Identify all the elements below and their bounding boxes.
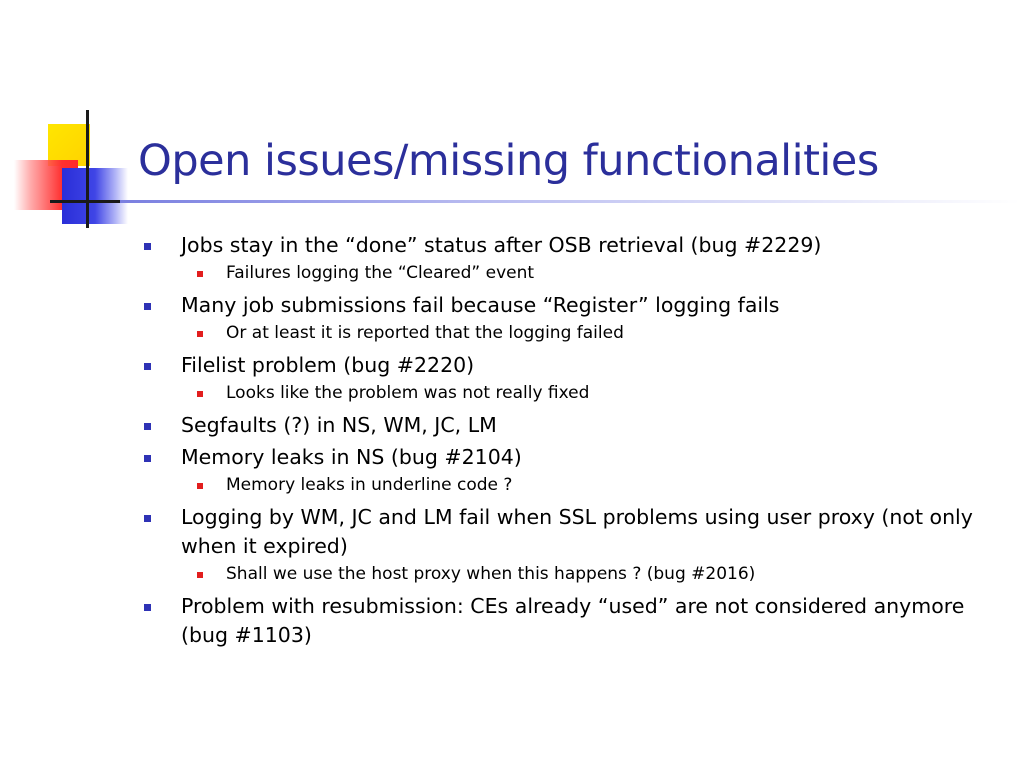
bullet-square-icon — [144, 604, 151, 611]
sub-bullet-item — [142, 473, 992, 497]
sub-bullet-text: Shall we use the host proxy when this happens ? (bug #2016) — [226, 564, 756, 584]
bullet-text: Many job submissions fail because “Register” logging fails — [181, 293, 780, 317]
logo-horizontal-line — [50, 200, 130, 203]
bullet-text: Logging by WM, JC and LM fail when SSL problems using user proxy (not only when it expired) — [181, 505, 973, 558]
bullet-text: Memory leaks in NS (bug #2104) — [181, 445, 522, 469]
bullet-text: Filelist problem (bug #2220) — [181, 353, 475, 377]
sub-bullet-square-icon — [197, 331, 203, 337]
sub-bullet-text: Memory leaks in underline code ? — [226, 475, 513, 495]
bullet-square-icon — [144, 515, 151, 522]
bullet-square-icon — [144, 423, 151, 430]
bullet-square-icon — [144, 303, 151, 310]
logo-vertical-line — [86, 110, 89, 228]
sub-bullet-text: Failures logging the “Cleared” event — [226, 263, 535, 283]
title-underline — [120, 200, 1020, 203]
bullet-item — [142, 351, 992, 380]
sub-bullet-square-icon — [197, 483, 203, 489]
bullet-item — [142, 503, 992, 561]
sub-bullet-square-icon — [197, 271, 203, 277]
bullet-text: Problem with resubmission: CEs already “used” are not considered anymore (bug #1103) — [181, 594, 965, 647]
sub-bullet-item — [142, 261, 992, 285]
bullet-square-icon — [144, 363, 151, 370]
logo-blue-square — [62, 168, 128, 224]
bullet-item — [142, 231, 992, 260]
bullet-item — [142, 291, 992, 320]
bullet-square-icon — [144, 455, 151, 462]
bullet-list — [142, 231, 992, 653]
sub-bullet-item — [142, 381, 992, 405]
bullet-square-icon — [144, 243, 151, 250]
slide-title: Open issues/missing functionalities — [138, 136, 879, 186]
slide-logo-decoration — [0, 0, 140, 230]
sub-bullet-item — [142, 321, 992, 345]
sub-bullet-square-icon — [197, 391, 203, 397]
sub-bullet-text: Or at least it is reported that the logging failed — [226, 323, 624, 343]
bullet-item — [142, 592, 992, 650]
bullet-item — [142, 443, 992, 472]
sub-bullet-square-icon — [197, 572, 203, 578]
bullet-item — [142, 411, 992, 440]
sub-bullet-item — [142, 562, 992, 586]
bullet-text: Segfaults (?) in NS, WM, JC, LM — [181, 413, 497, 437]
sub-bullet-text: Looks like the problem was not really fixed — [226, 383, 590, 403]
bullet-text: Jobs stay in the “done” status after OSB retrieval (bug #2229) — [181, 233, 822, 257]
